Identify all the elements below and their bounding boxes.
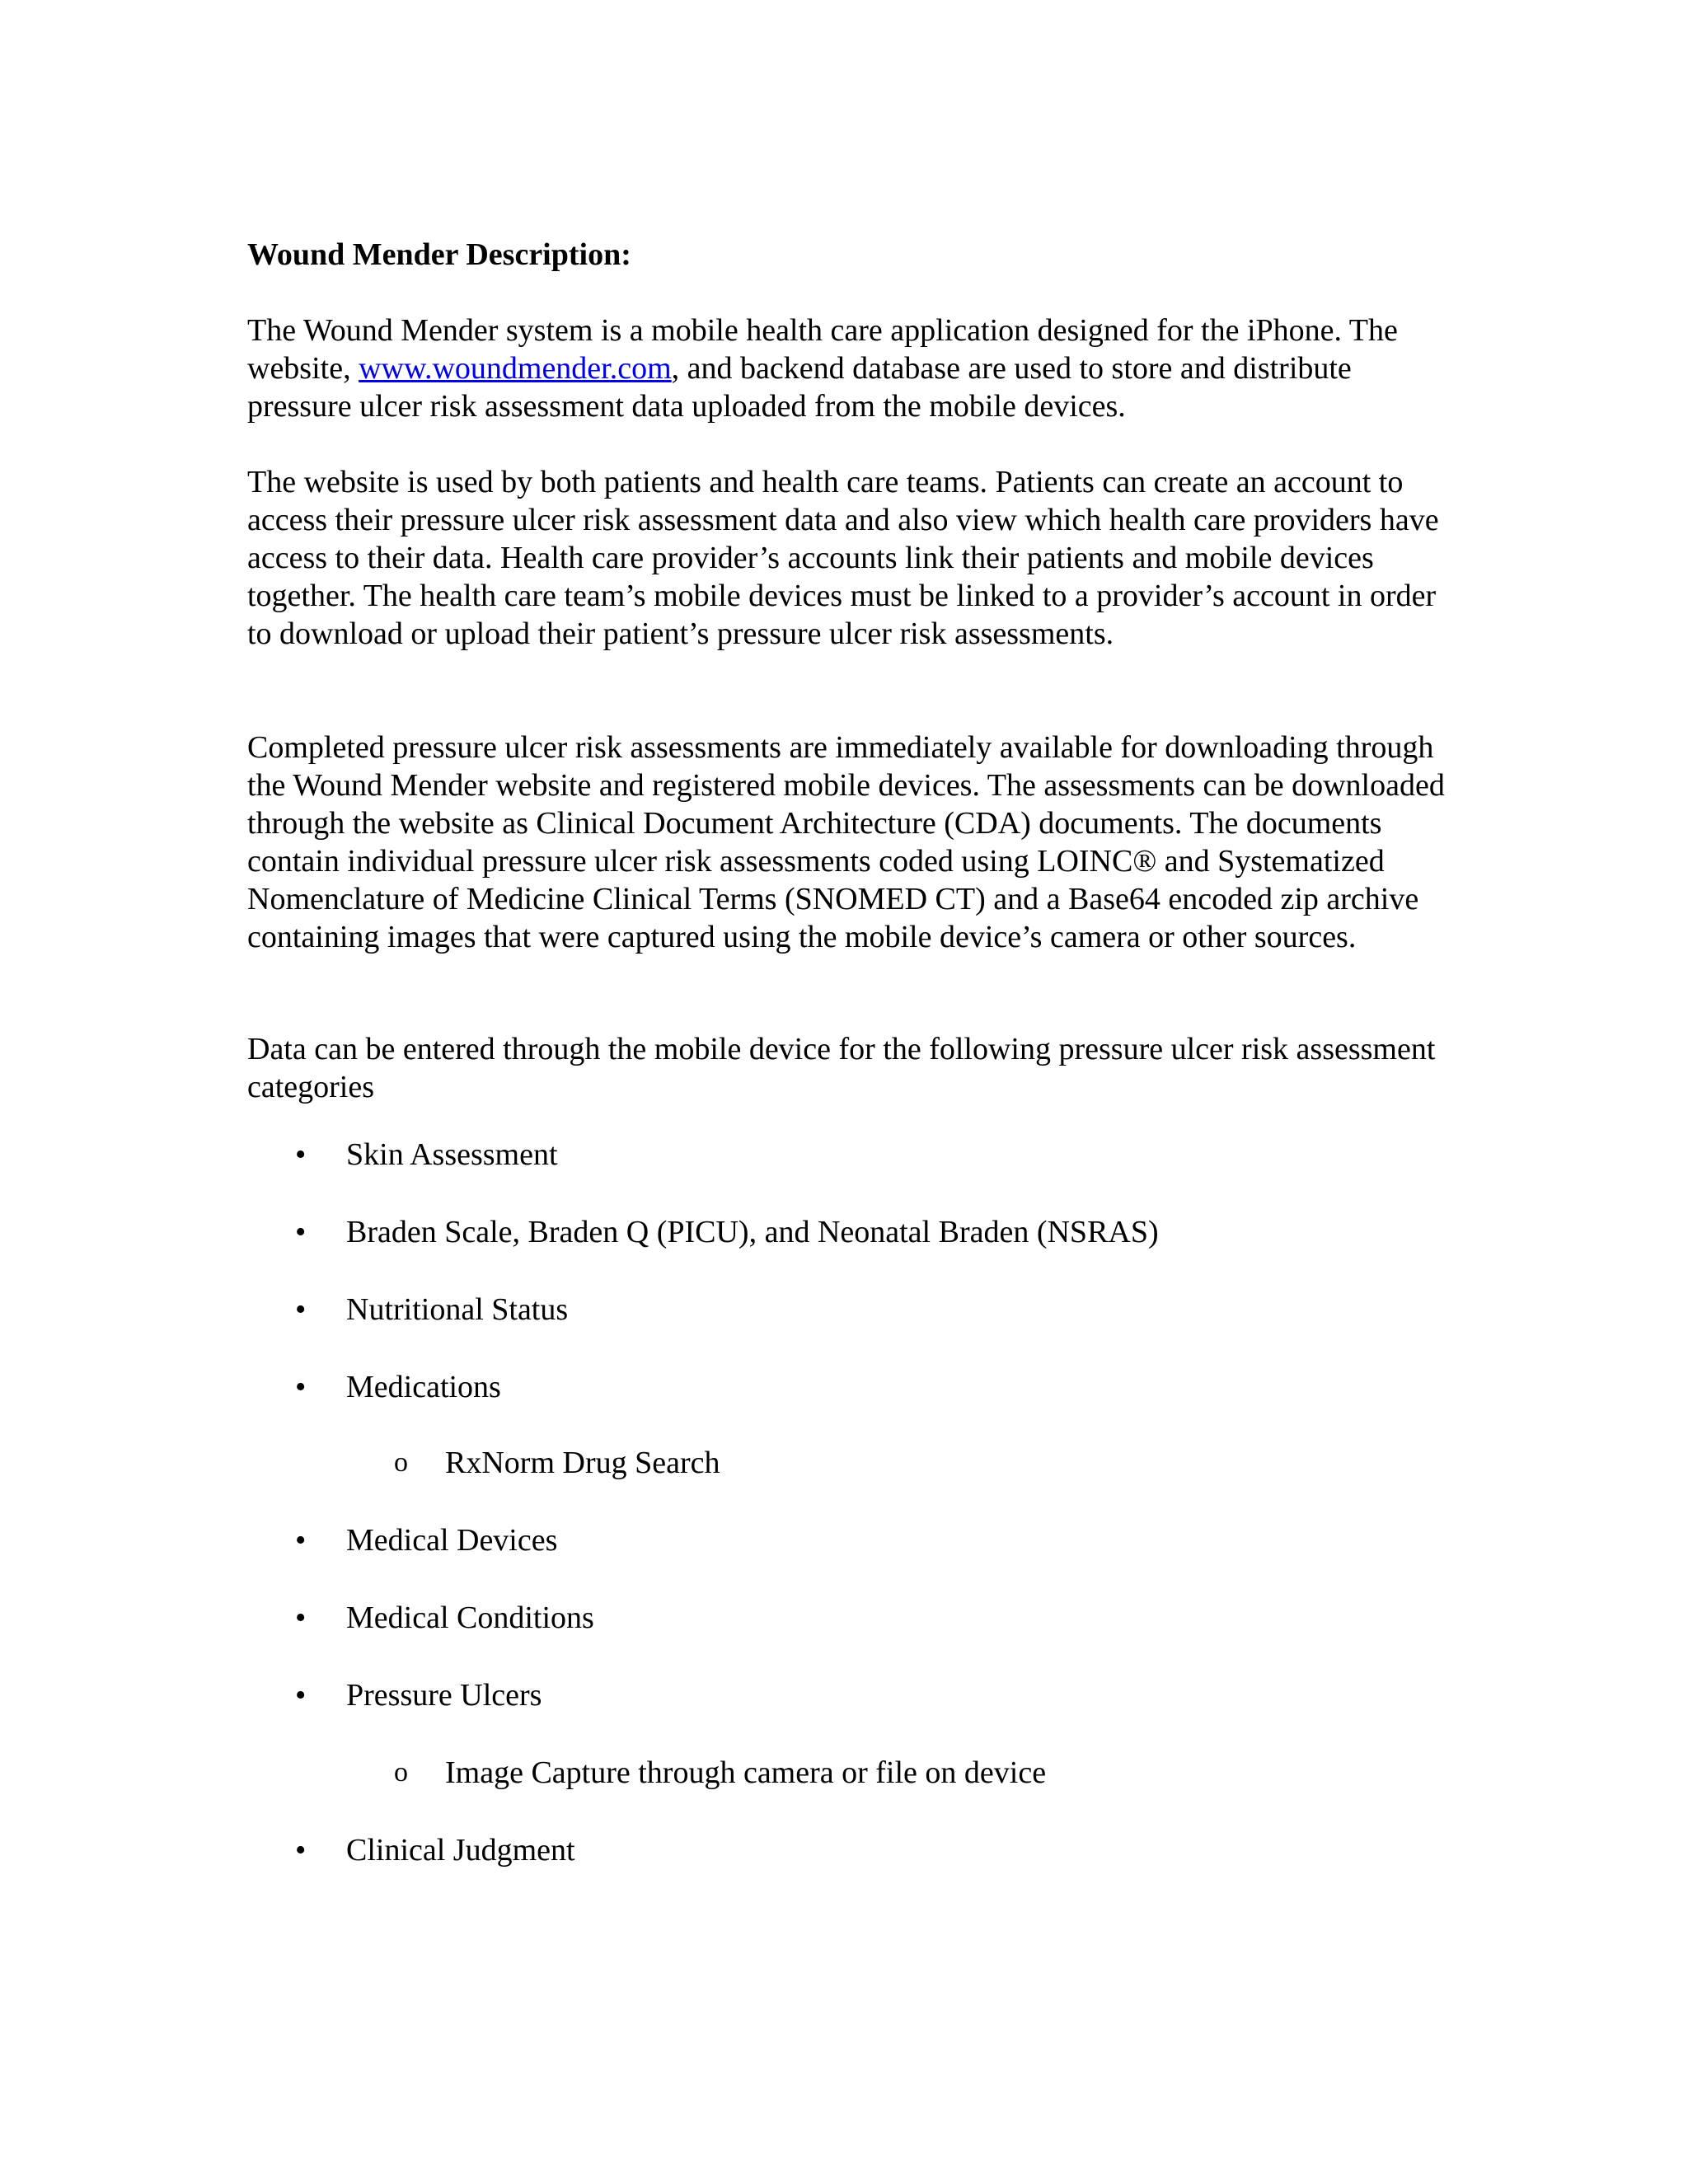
paragraph-intro-text-end: , and backend database are used to store and distribute pressure ulcer risk assessment data uploaded from the mobile devices. <box>247 351 1352 424</box>
bullet-icon: • <box>295 1215 307 1249</box>
list-item <box>0 1213 1688 1251</box>
list-item <box>0 1831 1688 1869</box>
list-item-label: Medical Devices <box>346 1523 558 1558</box>
bullet-icon: • <box>295 1523 307 1558</box>
list-item-label: Nutritional Status <box>346 1292 569 1327</box>
list-item <box>0 1599 1688 1637</box>
list-item-label: Braden Scale, Braden Q (PICU), and Neonatal Braden (NSRAS) <box>346 1215 1159 1249</box>
list-item-label: Medications <box>346 1370 501 1404</box>
sub-list-item-label: Image Capture through camera or file on device <box>445 1755 1047 1790</box>
sub-list-item <box>0 1754 1688 1792</box>
sub-bullet-icon: o <box>394 1757 408 1788</box>
sub-list-item-label: RxNorm Drug Search <box>445 1446 720 1480</box>
list-item <box>0 1291 1688 1329</box>
paragraph-data-entry: Data can be entered through the mobile device for the following pressure ulcer risk assessment categories <box>247 1032 1436 1104</box>
bullet-icon: • <box>295 1370 307 1404</box>
bullet-icon: • <box>295 1292 307 1327</box>
sub-bullet-icon: o <box>394 1447 408 1478</box>
bullet-icon: • <box>295 1678 307 1713</box>
list-item <box>0 1676 1688 1714</box>
paragraph-intro <box>247 312 1459 425</box>
list-item-label: Pressure Ulcers <box>346 1678 542 1713</box>
list-item-label: Skin Assessment <box>346 1137 558 1172</box>
bullet-icon: • <box>295 1137 307 1172</box>
paragraph-intro-text-start: The Wound Mender system is a mobile health care application designed for the iPhone. The website, <box>247 313 1398 386</box>
sub-list-item <box>0 1444 1688 1482</box>
list-item-label: Clinical Judgment <box>346 1833 575 1868</box>
website-link[interactable]: www.woundmender.com <box>359 351 672 386</box>
list-item <box>0 1136 1688 1174</box>
paragraph-website-usage: The website is used by both patients and health care teams. Patients can create an account to access their pressure ulcer risk assessment data and also view which health care providers have access to their data. Health care provider’s accounts link their patients and mobile devices together. The health care team’s mobile devices must be linked to a provider’s account in order to download or upload their patient’s pressure ulcer risk assessments. <box>247 465 1439 651</box>
list-item-label: Medical Conditions <box>346 1601 594 1635</box>
bullet-icon: • <box>295 1601 307 1635</box>
list-item <box>0 1368 1688 1406</box>
document-heading: Wound Mender Description: <box>247 237 631 272</box>
bullet-icon: • <box>295 1833 307 1868</box>
list-item <box>0 1521 1688 1559</box>
paragraph-assessments: Completed pressure ulcer risk assessments are immediately available for downloading through the Wound Mender website and registered mobile devices. The assessments can be downloaded through the website as Clinical Document Architecture (CDA) documents. The documents contain individual pressure ulcer risk assessments coded using LOINC® and Systematized Nomenclature of Medicine Clinical Terms (SNOMED CT) and a Base64 encoded zip archive containing images that were captured using the mobile device’s camera or other sources. <box>247 730 1445 954</box>
